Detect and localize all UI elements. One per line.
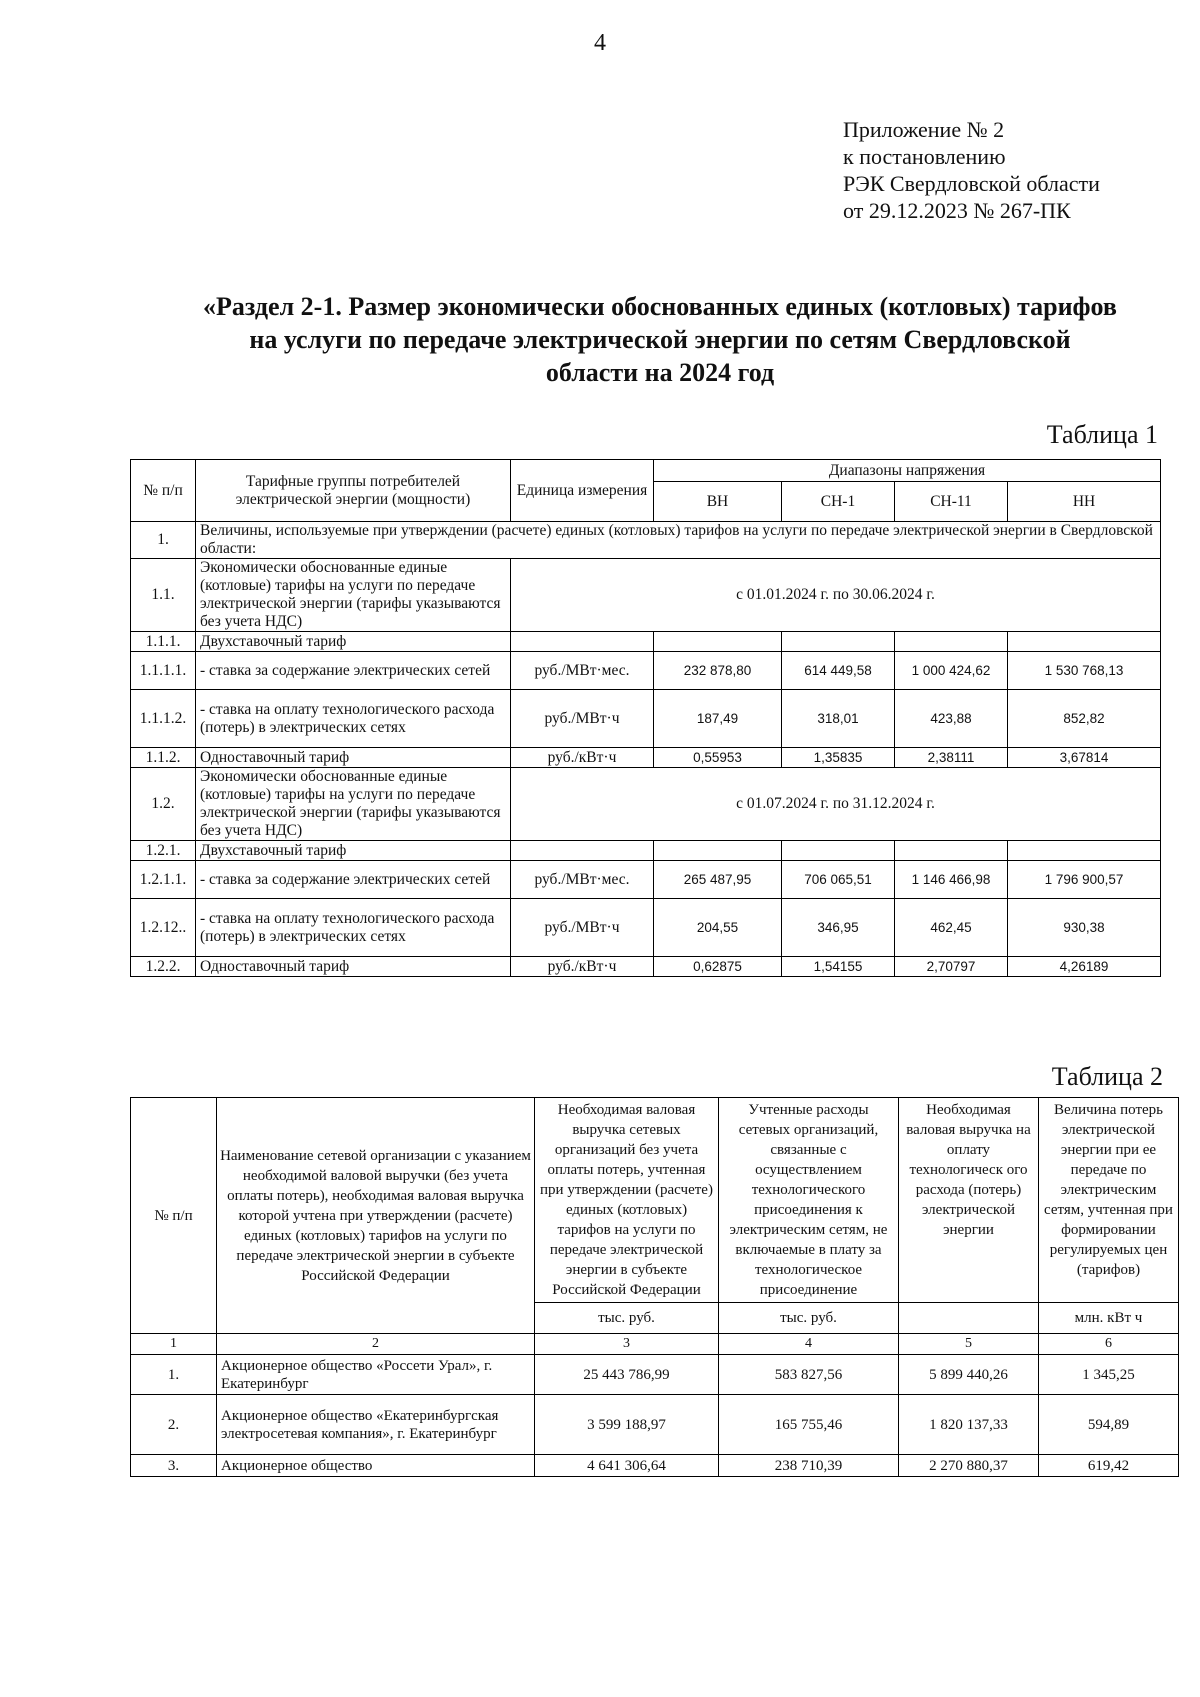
table-row: [131, 1455, 1179, 1477]
row-num: 1.1.2.: [131, 748, 196, 768]
appendix-line: к постановлению: [843, 144, 1006, 169]
header-org-name: Наименование сетевой организации с указанием необходимой валовой выручки (без учета оплаты потерь), необходимая валовая выручка которой учтена при утверждении (расчете) единых (котловых) тарифов на услуги по передаче электрической энергии в субъекте Российской Федерации: [217, 1098, 535, 1334]
appendix-reference: [843, 116, 1100, 224]
section-title: [140, 290, 1180, 389]
value-sn2: 423,88: [895, 690, 1008, 748]
value-losses: 594,89: [1039, 1395, 1179, 1455]
header-sn1: СН-1: [782, 482, 895, 522]
row-unit: руб./кВт·ч: [511, 957, 654, 977]
header-sn2: СН-11: [895, 482, 1008, 522]
row-text: Величины, используемые при утверждении (расчете) единых (котловых) тарифов на услуги по передаче электрической энергии в Свердловской области:: [196, 522, 1161, 559]
value-vn: 232 878,80: [654, 652, 782, 690]
value-sn1: 1,54155: [782, 957, 895, 977]
row-num: 1.2.1.: [131, 841, 196, 861]
header-losses: Величина потерь электрической энергии при ее передаче по электрическим сетям, учтенная при формировании регулируемых цен (тарифов): [1039, 1098, 1179, 1303]
row-unit: руб./МВт·мес.: [511, 652, 654, 690]
appendix-line: Приложение № 2: [843, 117, 1005, 142]
title-line: «Раздел 2-1. Размер экономически обоснованных единых (котловых) тарифов: [203, 292, 1117, 321]
appendix-line: РЭК Свердловской области: [843, 171, 1100, 196]
row-period: с 01.01.2024 г. по 30.06.2024 г.: [511, 559, 1161, 632]
value-nvv: 25 443 786,99: [535, 1355, 719, 1395]
table1-label: Таблица 1: [1046, 420, 1158, 449]
org-name: Акционерное общество «Россети Урал», г. Екатеринбург: [217, 1355, 535, 1395]
row-num: 1.: [131, 1355, 217, 1395]
row-num: 1.2.1.1.: [131, 861, 196, 899]
row-unit: руб./МВт·ч: [511, 899, 654, 957]
row-text: Экономически обоснованные единые (котловые) тарифы на услуги по передаче электрической энергии (тарифы указываются без учета НДС): [196, 559, 511, 632]
value-expenses: 583 827,56: [719, 1355, 899, 1395]
value-nn: 1 530 768,13: [1008, 652, 1161, 690]
value-nn: 1 796 900,57: [1008, 861, 1161, 899]
appendix-line: от 29.12.2023 № 267-ПК: [843, 198, 1071, 223]
org-name: Акционерное общество «Екатеринбургская электросетевая компания», г. Екатеринбург: [217, 1395, 535, 1455]
unit-losses: млн. кВт ч: [1039, 1303, 1179, 1334]
row-text: - ставка за содержание электрических сетей: [196, 652, 511, 690]
table-row: [131, 957, 1161, 977]
row-text: Двухставочный тариф: [196, 632, 511, 652]
table-row: [131, 632, 1161, 652]
title-line: области на 2024 год: [545, 358, 775, 387]
table-row: [131, 652, 1161, 690]
row-text: Одноставочный тариф: [196, 748, 511, 768]
row-num: 1.1.1.1.: [131, 652, 196, 690]
column-index: 2: [217, 1334, 535, 1355]
value-sn2: 2,38111: [895, 748, 1008, 768]
row-num: 1.1.1.2.: [131, 690, 196, 748]
column-index: 5: [899, 1334, 1039, 1355]
table-row: [131, 522, 1161, 559]
table-row: [131, 1355, 1179, 1395]
table-row: [131, 841, 1161, 861]
value-expenses: 165 755,46: [719, 1395, 899, 1455]
value-nn: 852,82: [1008, 690, 1161, 748]
row-num: 1.: [131, 522, 196, 559]
table-row: [131, 1395, 1179, 1455]
column-index: 1: [131, 1334, 217, 1355]
header-unit: Единица измерения: [511, 460, 654, 522]
header-num: № п/п: [131, 1098, 217, 1334]
table-row: [131, 690, 1161, 748]
row-text: - ставка на оплату технологического расхода (потерь) в электрических сетях: [196, 899, 511, 957]
title-line: на услуги по передаче электрической энергии по сетям Свердловской: [249, 325, 1071, 354]
row-unit: руб./кВт·ч: [511, 748, 654, 768]
column-index: 4: [719, 1334, 899, 1355]
header-voltage-ranges: Диапазоны напряжения: [654, 460, 1161, 482]
value-vn: 0,55953: [654, 748, 782, 768]
unit-expenses: тыс. руб.: [719, 1303, 899, 1334]
value-vn: 204,55: [654, 899, 782, 957]
row-text: Экономически обоснованные единые (котловые) тарифы на услуги по передаче электрической энергии (тарифы указываются без учета НДС): [196, 768, 511, 841]
table-row: [131, 861, 1161, 899]
value-sn1: 1,35835: [782, 748, 895, 768]
row-num: 1.2.: [131, 768, 196, 841]
value-sn2: 1 146 466,98: [895, 861, 1008, 899]
header-losses-revenue: Необходимая валовая выручка на оплату технологическ ого расхода (потерь) электрической энергии: [899, 1098, 1039, 1303]
tariff-table: [130, 459, 1161, 977]
row-num: 3.: [131, 1455, 217, 1477]
header-vn: ВН: [654, 482, 782, 522]
index-row: [131, 1334, 1179, 1355]
row-unit: руб./МВт·ч: [511, 690, 654, 748]
row-text: - ставка за содержание электрических сетей: [196, 861, 511, 899]
table-row: [131, 768, 1161, 841]
value-vn: 265 487,95: [654, 861, 782, 899]
row-text: Одноставочный тариф: [196, 957, 511, 977]
value-losses: 619,42: [1039, 1455, 1179, 1477]
row-num: 1.1.1.: [131, 632, 196, 652]
value-losses-revenue: 1 820 137,33: [899, 1395, 1039, 1455]
network-organizations-table: [130, 1097, 1179, 1477]
header-nvv: Необходимая валовая выручка сетевых организаций без учета оплаты потерь, учтенная при утверждении (расчете) единых (котловых) тарифов на услуги по передаче электрической энергии в субъекте Российской Федерации: [535, 1098, 719, 1303]
value-sn1: 318,01: [782, 690, 895, 748]
column-index: 3: [535, 1334, 719, 1355]
value-nvv: 4 641 306,64: [535, 1455, 719, 1477]
value-nn: 930,38: [1008, 899, 1161, 957]
value-losses-revenue: 5 899 440,26: [899, 1355, 1039, 1395]
value-sn1: 346,95: [782, 899, 895, 957]
table-row: [131, 559, 1161, 632]
row-num: 1.2.2.: [131, 957, 196, 977]
row-num: 1.2.12..: [131, 899, 196, 957]
value-sn2: 1 000 424,62: [895, 652, 1008, 690]
value-sn1: 706 065,51: [782, 861, 895, 899]
table2-label: Таблица 2: [1051, 1062, 1163, 1091]
row-num: 1.1.: [131, 559, 196, 632]
value-vn: 0,62875: [654, 957, 782, 977]
value-nn: 4,26189: [1008, 957, 1161, 977]
value-losses-revenue: 2 270 880,37: [899, 1455, 1039, 1477]
org-name: Акционерное общество: [217, 1455, 535, 1477]
page-number: 4: [594, 30, 606, 56]
header-num: № п/п: [131, 460, 196, 522]
value-nn: 3,67814: [1008, 748, 1161, 768]
value-vn: 187,49: [654, 690, 782, 748]
header-nn: НН: [1008, 482, 1161, 522]
table-row: [131, 899, 1161, 957]
value-expenses: 238 710,39: [719, 1455, 899, 1477]
table-row: [131, 748, 1161, 768]
row-period: с 01.07.2024 г. по 31.12.2024 г.: [511, 768, 1161, 841]
value-nvv: 3 599 188,97: [535, 1395, 719, 1455]
value-sn2: 462,45: [895, 899, 1008, 957]
header-expenses: Учтенные расходы сетевых организаций, связанные с осуществлением технологического присоединения к электрическим сетям, не включаемые в плату за технологическое присоединение: [719, 1098, 899, 1303]
row-unit: руб./МВт·мес.: [511, 861, 654, 899]
row-text: Двухставочный тариф: [196, 841, 511, 861]
column-index: 6: [1039, 1334, 1179, 1355]
unit-nvv: тыс. руб.: [535, 1303, 719, 1334]
value-sn1: 614 449,58: [782, 652, 895, 690]
value-sn2: 2,70797: [895, 957, 1008, 977]
row-text: - ставка на оплату технологического расхода (потерь) в электрических сетях: [196, 690, 511, 748]
value-losses: 1 345,25: [1039, 1355, 1179, 1395]
row-num: 2.: [131, 1395, 217, 1455]
header-tariff-group: Тарифные группы потребителей электрической энергии (мощности): [196, 460, 511, 522]
